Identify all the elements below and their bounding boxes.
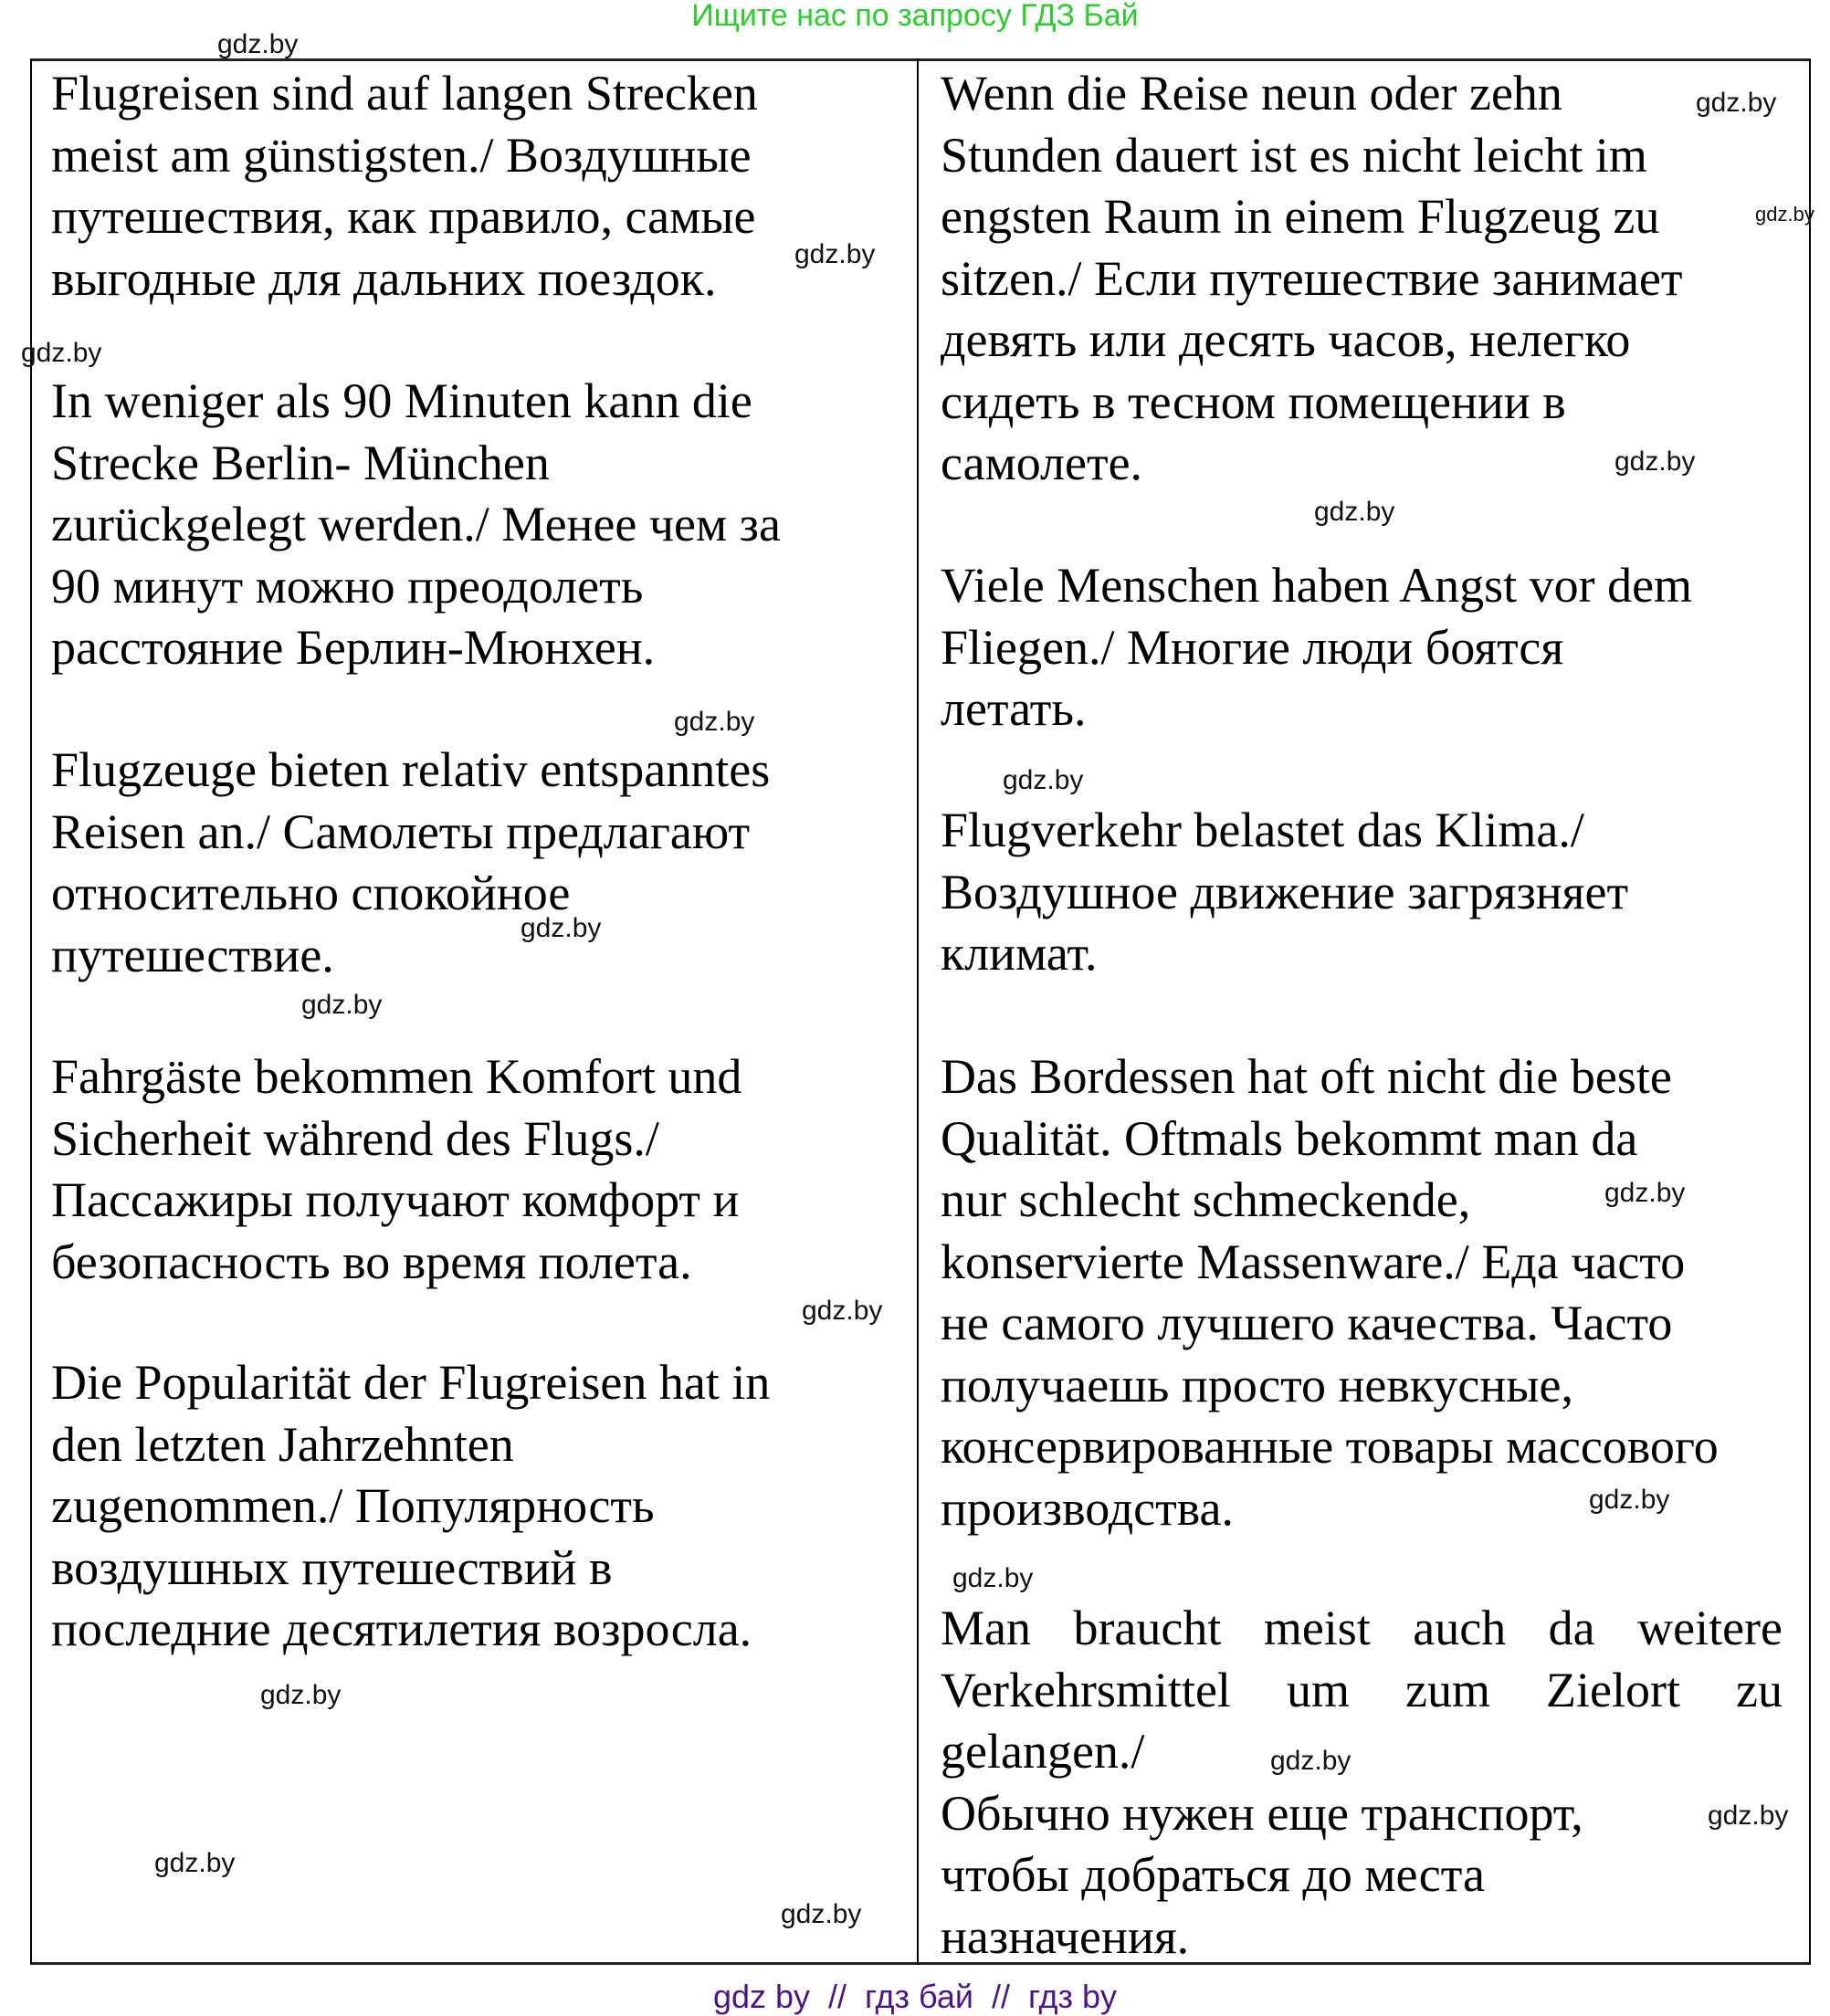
text-line: Sicherheit während des Flugs./ xyxy=(51,1110,659,1166)
text-line: Обычно нужен еще транспорт, xyxy=(941,1785,1583,1841)
text-line: производства. xyxy=(941,1480,1234,1536)
sentence-pair-left-2 xyxy=(51,371,781,679)
search-hint-banner: Ищите нас по запросу ГДЗ Бай xyxy=(691,0,1139,33)
text-line: летать. xyxy=(941,681,1087,736)
watermark: gdz.by xyxy=(802,1296,883,1326)
watermark: gdz.by xyxy=(1604,1178,1686,1208)
text-line: чтобы добраться до места xyxy=(941,1847,1486,1902)
text-line: Flugreisen sind auf langen Strecken xyxy=(51,66,758,121)
watermark: gdz.by xyxy=(521,913,602,943)
watermark: gdz.by xyxy=(260,1680,342,1710)
text-line: назначения. xyxy=(941,1908,1190,1964)
sentence-pair-right-4 xyxy=(941,1046,1719,1539)
text-line: sitzen./ Если путешествие занимает xyxy=(941,250,1683,306)
text-line: Stunden dauert ist es nicht leicht im xyxy=(941,127,1647,183)
text-line: Пассажиры получают комфорт и xyxy=(51,1172,740,1227)
sentence-pair-right-2 xyxy=(941,555,1692,740)
text-line: Wenn die Reise neun oder zehn xyxy=(941,66,1562,121)
sentence-pair-left-3 xyxy=(51,740,770,986)
text-line: Qualität. Oftmals bekommt man da xyxy=(941,1110,1638,1166)
sentence-pair-left-4 xyxy=(51,1046,741,1293)
text-line: zugenommen./ Популярность xyxy=(51,1478,655,1533)
text-line: воздушных путешествий в xyxy=(51,1539,613,1595)
watermark: gdz.by xyxy=(217,29,299,59)
text-line: относительно спокойное xyxy=(51,866,571,920)
text-line: сидеть в тесном помещении в xyxy=(941,373,1566,429)
text-line: Das Bordessen hat oft nicht die beste xyxy=(941,1049,1672,1104)
text-line: Viele Menschen haben Angst vor dem xyxy=(941,558,1693,613)
watermark: gdz.by xyxy=(1589,1485,1670,1515)
watermark: gdz.by xyxy=(1614,446,1696,477)
text-line: девять или десять часов, нелегко xyxy=(941,312,1631,367)
text-line: Man braucht meist auch da weitere xyxy=(941,1601,1783,1655)
text-line: безопасность во время полета. xyxy=(51,1234,692,1289)
text-line: климат. xyxy=(941,926,1098,981)
text-line: расстояние Берлин-Мюнхен. xyxy=(51,620,656,675)
watermark: gdz.by xyxy=(1314,497,1395,527)
watermark: gdz.by xyxy=(301,990,383,1020)
text-line: Verkehrsmittel um zum Zielort zu xyxy=(941,1662,1783,1717)
watermark: gdz.by xyxy=(794,239,876,269)
text-line: Воздушное движение загрязняет xyxy=(941,864,1629,919)
watermark: gdz.by xyxy=(952,1563,1034,1593)
sentence-pair-right-3 xyxy=(941,800,1628,985)
text-line: Flugzeuge bieten relativ entspanntes xyxy=(51,742,771,797)
text-line: не самого лучшего качества. Часто xyxy=(941,1296,1673,1350)
column-divider xyxy=(917,58,919,1965)
footer-watermark: gdz by // гдз бай // гдз by xyxy=(712,1978,1118,2015)
text-line: Flugverkehr belastet das Klima./ xyxy=(941,803,1584,857)
text-line: Fliegen./ Многие люди боятся xyxy=(941,619,1564,675)
text-line: Die Popularität der Flugreisen hat in xyxy=(51,1355,771,1410)
text-line: Fahrgäste bekommen Komfort und xyxy=(51,1049,742,1104)
text-line: консервированные товары массового xyxy=(941,1419,1719,1474)
watermark: gdz.by xyxy=(1003,765,1084,795)
text-line: самолете. xyxy=(941,436,1143,490)
text-line: выгодные для дальних поездок. xyxy=(51,250,717,306)
text-line: gelangen./ xyxy=(941,1724,1145,1779)
text-line: Strecke Berlin- München xyxy=(51,435,550,490)
watermark: gdz.by xyxy=(154,1848,236,1878)
watermark: gdz.by xyxy=(1755,203,1814,226)
text-line: последние десятилетия возросла. xyxy=(51,1601,752,1656)
text-line: konservierte Massenware./ Еда часто xyxy=(941,1234,1686,1289)
text-line: engsten Raum in einem Flugzeug zu xyxy=(941,189,1660,244)
watermark: gdz.by xyxy=(674,707,755,737)
text-line: nur schlecht schmeckende, xyxy=(941,1172,1471,1227)
watermark: gdz.by xyxy=(1708,1801,1789,1831)
text-line: Reisen an./ Самолеты предлагают xyxy=(51,803,751,859)
watermark: gdz.by xyxy=(1270,1746,1351,1776)
text-line: zurückgelegt werden./ Менее чем за xyxy=(51,497,781,551)
text-line: meist am günstigsten./ Воздушные xyxy=(51,127,752,183)
text-line: путешествия, как правило, самые xyxy=(51,189,756,244)
watermark: gdz.by xyxy=(21,338,102,368)
sentence-pair-right-1 xyxy=(941,63,1682,495)
text-line: In weniger als 90 Minuten kann die xyxy=(51,373,752,428)
watermark: gdz.by xyxy=(1696,88,1777,118)
text-line: получаешь просто невкусные, xyxy=(941,1357,1573,1412)
sentence-pair-right-5 xyxy=(941,1598,1783,1968)
text-line: den letzten Jahrzehnten xyxy=(51,1416,514,1472)
watermark: gdz.by xyxy=(781,1899,862,1929)
sentence-pair-left-5 xyxy=(51,1352,770,1661)
text-line: путешествие. xyxy=(51,927,334,982)
sentence-pair-left-1 xyxy=(51,63,758,310)
text-line: 90 минут можно преодолеть xyxy=(51,558,644,614)
